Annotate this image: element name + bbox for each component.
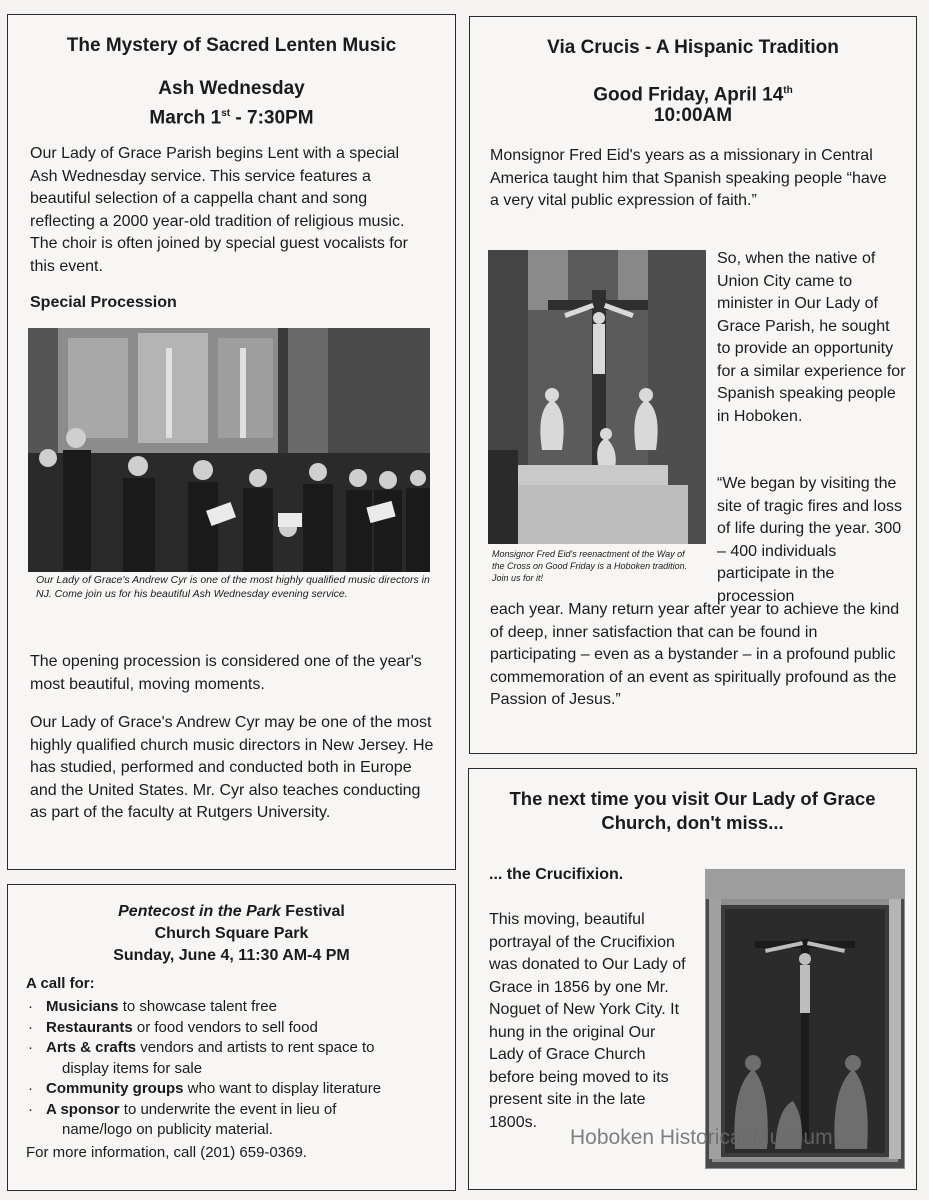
pentecost-title-rest: Festival (280, 903, 345, 920)
lent-box (7, 14, 456, 870)
pentecost-date: Sunday, June 4, 11:30 AM-4 PM (113, 947, 350, 964)
procession-photo (488, 250, 706, 544)
lent-para2: The opening procession is considered one of the year's most beautiful, moving moments. (30, 653, 422, 693)
visit-body: This moving, beautiful portrayal of the Crucifixion was donated to Our Lady of Grace in 1856 by one Mr. Noguet of New York City. It hung in the original Our Lady of Grace Church before being moved to its present site in the late 1800s. (489, 911, 686, 1131)
via-crucis-box (469, 16, 917, 754)
via-crucis-side-para: So, when the native of Union City came to minister in Our Lady of Grace Parish, he sought to provide an opportunity for a similar experience for Spanish speaking people in Hoboken. (717, 250, 906, 425)
visit-subheading: ... the Crucifixion. (489, 866, 624, 883)
lent-date-main: March 1 (149, 107, 222, 129)
choir-caption: Our Lady of Grace's Andrew Cyr is one of the most highly qualified music directors in NJ. Come join us for his beautiful Ash Wednesday evening service. (36, 574, 430, 600)
via-crucis-date-main: Good Friday, April 14 (593, 84, 784, 106)
via-crucis-side-quote: “We began by visiting the site of tragic fires and loss of life during the year. 300 – 400 individuals participate in the procession (717, 475, 902, 605)
lent-date (8, 102, 455, 130)
lent-date-time: - 7:30PM (230, 107, 314, 129)
pentecost-box (7, 884, 456, 1191)
via-crucis-intro: Monsignor Fred Eid's years as a missionary in Central America taught him that Spanish speaking people “have a very vital public expression of faith.” (490, 147, 887, 209)
pentecost-call-label: A call for: (26, 975, 95, 992)
museum-watermark: Hoboken Historical Museum (570, 1126, 833, 1149)
lent-subheading: Special Procession (30, 294, 177, 311)
pentecost-contact: For more information, call (201) 659-0369. (26, 1144, 307, 1161)
lent-title: The Mystery of Sacred Lenten Music (66, 35, 397, 56)
list-item: · Musicians to showcase talent free (24, 997, 444, 1018)
choir-image (28, 328, 430, 572)
choir-photo (28, 328, 430, 572)
list-item-continuation: name/logo on publicity material. (62, 1121, 273, 1138)
lent-intro: Our Lady of Grace Parish begins Lent with a special Ash Wednesday service. This service features a beautiful selection of a cappella chant and song reflecting a 2000 year-old tradition of religious music. The choir is often joined by special guest vocalists for this event. (30, 145, 408, 275)
list-item: · Restaurants or food vendors to sell food (24, 1018, 444, 1039)
via-crucis-time: 10:00AM (653, 105, 733, 126)
crucifixion-painting-photo (705, 869, 905, 1169)
pentecost-title-italic: Pentecost in the Park (118, 903, 281, 920)
lent-date-sup: st (221, 108, 231, 119)
visit-title: The next time you visit Our Lady of Grace Church, don't miss... (509, 788, 876, 833)
crucifix-statue-image (488, 250, 706, 544)
lent-para3: Our Lady of Grace's Andrew Cyr may be one of the most highly qualified church music directors in New Jersey. He has studied, performed and conducted both in Europe and the United States. Mr. Cyr also teaches conducting as part of the faculty at Rutgers University. (30, 714, 434, 821)
pentecost-title (8, 903, 455, 921)
via-crucis-title: Via Crucis - A Hispanic Tradition (547, 37, 839, 58)
list-item: · A sponsor to underwrite the event in lieu of (24, 1100, 444, 1121)
via-crucis-full-quote: each year. Many return year after year to achieve the kind of deep, inner satisfaction that can be found in participating – even as a bystander – in a profound public commemoration of an event as spiritually profound as the Passion of Jesus.” (490, 601, 900, 708)
pentecost-location: Church Square Park (154, 925, 309, 942)
lent-event-name: Ash Wednesday (158, 78, 305, 99)
list-item-continuation: display items for sale (62, 1059, 203, 1077)
list-item: · Arts & crafts vendors and artists to rent space to (24, 1038, 444, 1059)
procession-caption: Monsignor Fred Eid's reenactment of the Way of the Cross on Good Friday is a Hoboken tradition. Join us for it! (492, 549, 688, 583)
crucifixion-painting-image (705, 869, 905, 1169)
via-crucis-date-sup: th (783, 85, 793, 96)
list-item: · Community groups who want to display literature (24, 1079, 444, 1100)
pentecost-list (24, 997, 444, 1141)
